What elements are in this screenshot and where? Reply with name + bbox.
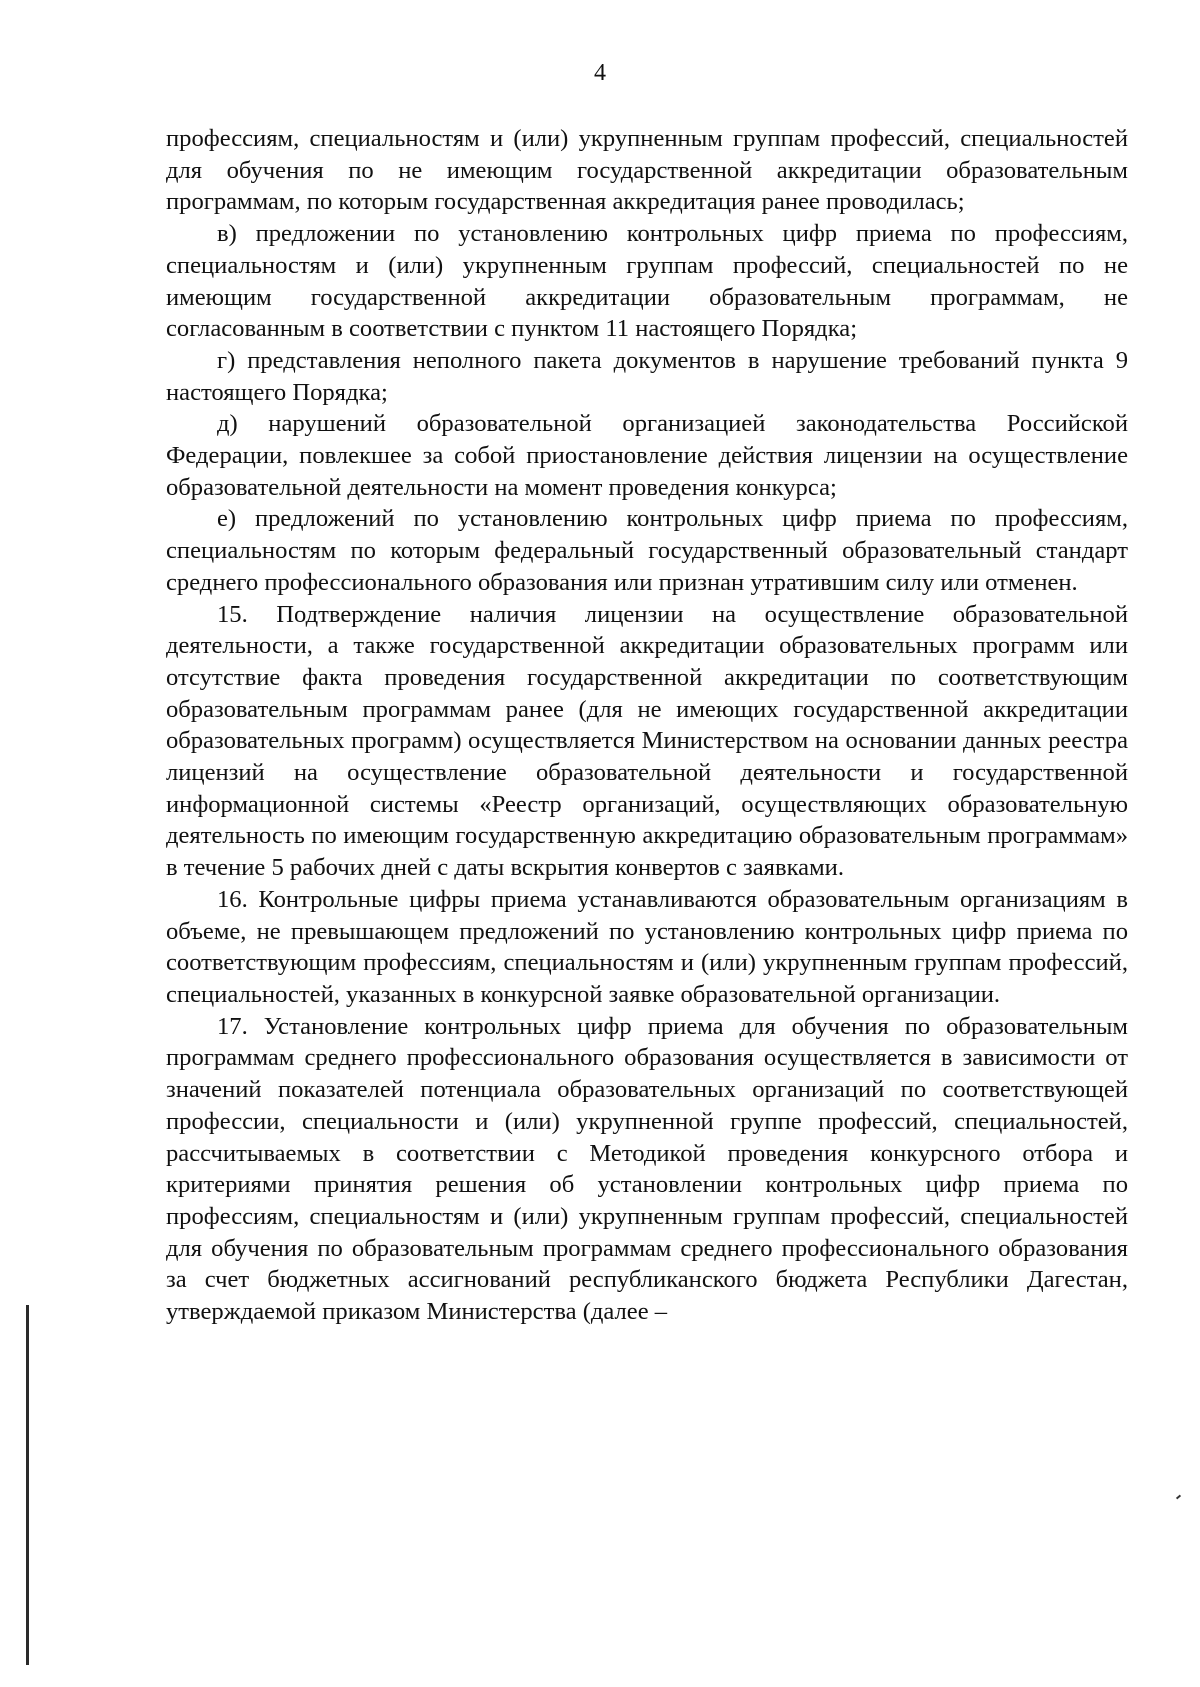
paragraph-item-e: е) предложений по установлению контрольных цифр приема по профессиям, специальностям по которым федеральный государственный образовательный стандарт среднего профессионального образования или признан утратившим силу или отменен. [166,505,1128,596]
scan-speck [1176,1495,1181,1500]
paragraph-item-v: в) предложении по установлению контрольных цифр приема по профессиям, специальностям и (или) укрупненным группам профессий, специальностей по не имеющим государственной аккредитации образовательным программам, не согласованным в соответствии с пунктом 11 настоящего Порядка; [166,220,1128,343]
paragraph-clause-16: 16. Контрольные цифры приема устанавливаются образовательным организациям в объеме, не превышающем предложений по установлению контрольных цифр приема по соответствующим профессиям, специальностям и (или) укрупненным группам профессий, специальностей, указанных в конкурсной заявке образовательной организации. [166,885,1128,1008]
paragraph-clause-17: 17. Установление контрольных цифр приема для обучения по образовательным программам среднего профессионального образования осуществляется в зависимости от значений показателей потенциала образовательных организаций по соответствующей профессии, специальности и (или) укрупненной группе профессий, специальностей, рассчитываемых в соответствии с Методикой проведения конкурсного отбора и критериями принятия решения об установлении контрольных цифр приема по профессиям, специальностям и (или) укрупненным группам профессий, специальностей для обучения по образовательным программам среднего профессионального образования за счет бюджетных ассигнований республиканского бюджета Республики Дагестан, утверждаемой приказом Министерства (далее – [166,1012,1128,1326]
paragraph-item-d: д) нарушений образовательной организацией законодательства Российской Федерации, повлекшее за собой приостановление действия лицензии на осуществление образовательной деятельности на момент проведения конкурса; [166,410,1128,501]
paragraph-item-g: г) представления неполного пакета документов в нарушение требований пункта 9 настоящего Порядка; [166,346,1128,406]
document-body [166,123,1128,1328]
paragraph-continuation: профессиям, специальностям и (или) укрупненным группам профессий, специальностей для обучения по не имеющим государственной аккредитации образовательным программам, по которым государственная аккредитация ранее проводилась; [166,125,1128,216]
page-number: 4 [594,60,606,86]
scan-edge-mark [26,1305,29,1665]
paragraph-clause-15: 15. Подтверждение наличия лицензии на осуществление образовательной деятельности, а также государственной аккредитации образовательных программ или отсутствие факта проведения государственной аккредитации по соответствующим образовательным программам ранее (для не имеющих государственной аккредитации образовательных программ) осуществляется Министерством на основании данных реестра лицензий на осуществление образовательной деятельности и государственной информационной системы «Реестр организаций, осуществляющих образовательную деятельность по имеющим государственную аккредитацию образовательным программам» в течение 5 рабочих дней с даты вскрытия конвертов с заявками. [166,600,1128,882]
